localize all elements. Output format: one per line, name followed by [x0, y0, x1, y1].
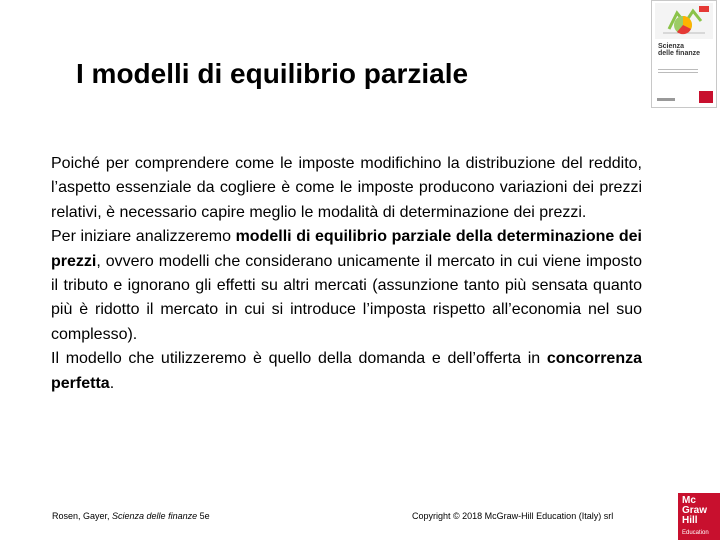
- cover-art-chart: [655, 3, 713, 39]
- cover-title: Scienza delle finanze: [658, 43, 701, 57]
- slide-body: [51, 152, 642, 396]
- book-cover-image: [651, 0, 717, 108]
- cover-authors-lines: [658, 69, 698, 75]
- publisher-logo: Mc Graw Hill Education: [678, 493, 720, 540]
- cover-publisher-mark: [657, 98, 675, 101]
- paragraph-3: Il modello che utilizzeremo è quello della domanda e dell’offerta in concorrenza perfetta.: [51, 350, 642, 392]
- footer-copyright: Copyright © 2018 McGraw-Hill Education (Italy) srl: [412, 511, 614, 521]
- cover-logo-icon: [699, 91, 713, 103]
- footer-citation: Rosen, Gayer, Scienza delle finanze 5e: [52, 511, 210, 521]
- slide-title: I modelli di equilibrio parziale: [76, 58, 469, 89]
- paragraph-2: Per iniziare analizzeremo modelli di equilibrio parziale della determinazione dei prezzi, ovvero modelli che considerano unicamente il mercato in cui viene imposto il tributo e ignorano gli effetti su altri mercati (assunzione tanto più sensata quanto più è ridotto il mercato in cui si introduce l’imposta rispetto all’economia nel suo complesso).: [51, 228, 643, 343]
- paragraph-1: Poiché per comprendere come le imposte modifichino la distribuzione del reddito, l’aspetto essenziale da cogliere è come le imposte producono variazioni dei prezzi relativi, è necessario capire meglio le modalità di determinazione dei prezzi.: [51, 155, 642, 221]
